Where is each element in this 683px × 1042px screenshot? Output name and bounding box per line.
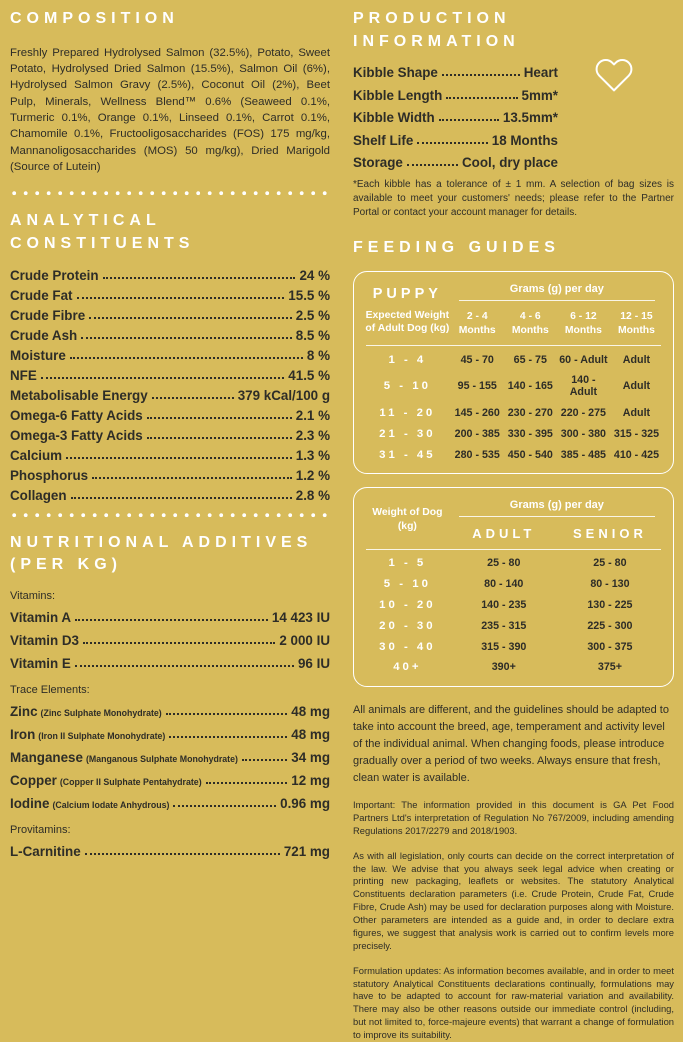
section-nutritional-additives [10,532,330,859]
note-paragraph: As with all legislation, only courts can decide on the correct interpretation of the law. We advise that you always seek legal advice when creating or printing new packaging, leaflets or websites. The statutory Analytical Constituents declaration parameters (i.e. Crude Protein, Crude Fat, Crude Fibre, Crude Ash) may be used for declaration purposes along with Moisture. Other parameters are intended as a guide and, in order to declare extra figures, we suggest that analysis work is carried out to confirm levels more precisely. [353,849,674,951]
leader-row [353,65,558,80]
leader-row [10,796,330,811]
row-value: Heart [523,65,558,81]
table-row [364,444,663,465]
heart-outline-icon [592,55,636,100]
row-label-text: Crude Fat [10,287,73,303]
weight-cell: 31 - 45 [379,448,436,461]
production-title [353,8,674,53]
row-label-text: Vitamin E [10,655,71,671]
row-value: 8.5 % [295,327,330,343]
row-value: 12 mg [291,772,330,788]
dot-leader [169,736,287,738]
value-cell: 200 - 385 [454,427,500,440]
column-header: 2 - 4 Months [458,311,496,336]
value-cell: 95 - 155 [457,380,497,393]
puppy-table-header-left [364,282,451,337]
feeding-guides-title: FEEDING GUIDES [353,239,560,257]
weight-cell: 11 - 20 [379,407,436,420]
row-label-text: Vitamin D3 [10,632,79,648]
leader-row [10,388,330,403]
row-label [10,428,143,443]
row-label [353,65,438,80]
column-header: 6 - 12 Months [564,311,602,336]
leader-row [10,268,330,283]
row-label [10,656,71,671]
row-label-text: Kibble Width [353,110,435,126]
dot-leader [77,297,285,299]
row-value: 8 % [306,347,330,363]
dot-leader [439,119,499,121]
section-analytical-constituents [10,210,330,502]
row-label [10,844,81,859]
row-label [10,704,162,719]
production-footnote: *Each kibble has a tolerance of ± 1 mm. A selection of bag sizes is available to meet your customers' needs; please refer to the Partner Portal or contact your account manager for details. [353,179,674,219]
table-row [364,615,663,636]
row-label-text: L-Carnitine [10,843,81,859]
weight-cell: 5 - 10 [383,380,431,393]
dotted-divider [12,513,328,518]
dot-leader [147,437,292,439]
row-label-text: NFE [10,367,37,383]
dot-leader [103,277,296,279]
table-row [364,424,663,445]
row-value: 1.2 % [295,467,330,483]
dot-leader [75,619,268,621]
row-value: 34 mg [291,749,330,765]
puppy-weight-header: Expected Weight of Adult Dog (kg) [365,309,450,335]
value-cell: 300 - 375 [587,640,633,653]
leader-row [10,348,330,363]
value-cell: Adult [622,353,651,366]
weight-cell: 21 - 30 [379,427,436,440]
row-label-text: Shelf Life [353,132,414,148]
row-value: 13.5mm* [502,110,558,126]
adult-weight-header: Weight of Dog (kg) [372,507,443,532]
puppy-table-title: PUPPY [372,285,442,302]
value-cell: 65 - 75 [513,353,547,366]
additives-group-rows [10,844,330,859]
row-label [10,368,37,383]
puppy-month-columns [451,310,663,337]
dotted-divider [12,191,328,196]
leader-row [10,773,330,788]
row-label-text: Crude Ash [10,327,78,343]
table-row [364,574,663,595]
dot-leader [75,665,294,667]
row-value: 96 IU [297,655,330,671]
row-value: 48 mg [291,726,330,742]
row-label-text: Copper [10,772,57,788]
row-value: 2 000 IU [279,632,330,648]
value-cell: 315 - 390 [481,640,527,653]
puppy-feeding-table [353,271,674,474]
value-cell: 300 - 380 [560,427,606,440]
dot-leader [442,74,520,76]
dot-leader [446,97,517,99]
row-label-text: Phosphorus [10,467,89,483]
analytical-rows [10,268,330,503]
value-cell: 80 - 130 [590,578,630,591]
row-label [10,308,85,323]
composition-body: Freshly Prepared Hydrolysed Salmon (32.5%), Potato, Sweet Potato, Hydrolysed Dried Salmon (15.5%), Salmon Oil (6%), Hydrolysed Salmon Gravy (2.5%), Coconut Oil (2%), Beet Pulp, Minerals, Wellness Blend™ 0.6% (Seaweed 0.1%, Turmeric 0.1%, Orange 0.1%, Linseed 0.1%, Carrot 0.1%, Chamomile 0.1%, Fructooligosaccharides (FOS) 175 mg/kg, Mannanoligosaccharides (MOS) 50 mg/kg), Dried Marigold (Source of Lutein) [10,46,330,173]
table-row [364,553,663,574]
leader-row [10,328,330,343]
leader-row [10,610,330,625]
production-title-line2: INFORMATION [353,32,520,50]
leader-row [353,88,558,103]
dot-leader [71,497,292,499]
row-label [10,488,67,503]
row-value: 24 % [299,267,330,283]
row-label [353,133,413,148]
row-value: 14 423 IU [271,609,330,625]
dot-leader [41,377,285,379]
additives-group-rows [10,704,330,811]
weight-cell: 1 - 4 [388,353,427,366]
puppy-table-body [364,349,663,465]
row-label-note: (Manganous Sulphate Monohydrate) [85,753,238,764]
leader-row [353,133,558,148]
row-label-text: Omega-3 Fatty Acids [10,427,143,443]
leader-row [10,656,330,671]
leader-row [10,750,330,765]
value-cell: 280 - 535 [454,448,500,461]
table-row [364,370,663,403]
row-value: 1.3 % [295,447,330,463]
row-label-text: Kibble Shape [353,65,438,81]
value-cell: 225 - 300 [587,619,633,632]
value-cell: 390+ [491,661,516,674]
row-label [10,633,79,648]
row-label [10,288,73,303]
right-column [353,8,674,1042]
analytical-title [10,210,330,255]
value-cell: 140 - 235 [481,599,527,612]
row-label-text: Calcium [10,447,63,463]
row-label [10,468,88,483]
note-paragraph: Important: The information provided in this document is GA Pet Food Partners Ltd's interpretation of Regulation No 767/2009, including amending Regulations 2017/2279 and 2018/1903. [353,799,674,836]
row-value: 15.5 % [288,287,330,303]
row-label [10,727,165,742]
column-header: SENIOR [573,526,647,542]
row-label-text: Omega-6 Fatty Acids [10,407,143,423]
feeding-guides-notes [353,702,674,1042]
table-row [364,636,663,657]
dot-leader [152,397,234,399]
dot-leader [85,853,280,855]
weight-cell: 5 - 10 [383,578,431,591]
row-label-text: Collagen [10,487,67,503]
dot-leader [166,713,288,715]
row-label-text: Manganese [10,749,83,765]
composition-title: COMPOSITION [10,10,179,27]
row-value: 721 mg [283,843,330,859]
row-value: 48 mg [291,703,330,719]
table-row [364,403,663,424]
row-label-text: Metabolisable Energy [10,387,148,403]
additives-group-heading: Provitamins: [10,823,71,836]
additives-title-line2: (PER KG) [10,556,122,574]
note-paragraph: Formulation updates: As information becomes available, and in order to meet statutory Analytical Constituents declarations continually, formulations may have to be adapted to account for raw-material variation and availability. There may also be other reasons outside our immediate control (including, but not limited to, force-majeure events) that warrant a change of formulation to improve its suitability. [353,964,674,1041]
row-value: Cool, dry place [462,155,558,171]
leader-row [353,110,558,125]
value-cell: 230 - 270 [507,407,553,420]
dot-leader [70,357,303,359]
left-column [10,8,330,1042]
leader-row [10,468,330,483]
leader-row [10,408,330,423]
table-row [364,349,663,370]
dot-leader [173,805,276,807]
row-value: 18 Months [491,132,558,148]
additives-group-heading: Vitamins: [10,589,56,602]
value-cell: 220 - 275 [560,407,606,420]
row-label [10,773,202,788]
row-label-text: Zinc [10,703,38,719]
leader-row [10,288,330,303]
value-cell: 140 - Adult [569,374,598,399]
section-production-information [353,8,674,220]
row-value: 5mm* [521,87,558,103]
leader-row [10,368,330,383]
value-cell: 145 - 260 [454,407,500,420]
row-label-text: Moisture [10,347,66,363]
additives-group-heading: Trace Elements: [10,683,90,696]
additives-groups [10,590,330,859]
leader-row [10,488,330,503]
row-label [10,408,143,423]
row-label [10,750,238,765]
puppy-table-header-right [451,282,663,337]
row-value: 2.1 % [295,407,330,423]
row-value: 2.5 % [295,307,330,323]
adult-senior-columns [451,526,663,541]
weight-cell: 20 - 30 [379,619,436,632]
row-value: 379 kCal/100 g [237,387,330,403]
dot-leader [206,782,288,784]
value-cell: 410 - 425 [613,448,660,461]
table-separator [366,345,661,346]
leader-row [353,155,558,170]
row-label-text: Crude Fibre [10,307,86,323]
row-label [10,348,66,363]
weight-cell: 1 - 5 [388,557,427,570]
value-cell: 80 - 140 [484,578,524,591]
section-composition [10,8,330,175]
note-paragraph: All animals are different, and the guidelines should be adapted to take into account the breed, age, temperament and activity level of the individual animal. When changing foods, please introduce gradually over a period of two weeks. Always ensure that fresh, clean water is available. [353,703,669,784]
adult-table-header [364,498,663,541]
table-row [364,657,663,678]
puppy-grams-header: Grams (g) per day [459,283,655,301]
value-cell: 140 - 165 [507,380,553,393]
dot-leader [89,317,292,319]
value-cell: 60 - Adult [559,353,608,366]
row-label-text: Kibble Length [353,87,443,103]
column-header: 4 - 6 Months [511,311,549,336]
row-label [353,110,435,125]
value-cell: 375+ [597,661,622,674]
leader-row [10,633,330,648]
row-label [10,328,77,343]
value-cell: Adult [622,407,651,420]
row-label-note: (Calcium Iodate Anhydrous) [52,799,170,810]
row-label [10,448,62,463]
dot-leader [92,477,292,479]
value-cell: 450 - 540 [507,448,553,461]
additives-title [10,532,330,577]
weight-cell: 10 - 20 [379,599,436,612]
row-label-note: (Copper II Sulphate Pentahydrate) [59,776,202,787]
column-header: 12 - 15 Months [617,311,655,336]
table-separator [366,549,661,550]
analytical-title-line2: CONSTITUENTS [10,234,195,252]
weight-cell: 30 - 40 [379,640,436,653]
dot-leader [147,417,292,419]
value-cell: 315 - 325 [613,427,660,440]
dot-leader [242,759,287,761]
table-row [364,595,663,616]
row-value: 41.5 % [288,367,330,383]
production-title-line1: PRODUCTION [353,10,511,27]
leader-row [10,844,330,859]
analytical-title-line1: ANALYTICAL [10,212,161,230]
adult-table-header-right [451,498,663,541]
dot-leader [81,337,292,339]
row-label-text: Iodine [10,795,50,811]
adult-grams-header: Grams (g) per day [459,499,655,517]
value-cell: 130 - 225 [587,599,633,612]
leader-row [10,308,330,323]
adult-table-body [364,553,663,678]
additives-title-line1: NUTRITIONAL ADDITIVES [10,533,313,551]
value-cell: Adult [622,380,651,393]
row-value: 2.3 % [295,427,330,443]
adult-table-header-left [364,498,451,541]
row-label-text: Crude Protein [10,267,99,283]
row-label-text: Iron [10,726,36,742]
dot-leader [83,642,275,644]
value-cell: 45 - 70 [460,353,494,366]
row-label [10,268,99,283]
production-rows [353,65,558,170]
row-label [353,88,442,103]
row-label [353,155,403,170]
leader-row [10,428,330,443]
puppy-table-header [364,282,663,337]
value-cell: 25 - 80 [593,557,627,570]
leader-row [10,448,330,463]
row-label-note: (Zinc Sulphate Monohydrate) [40,707,162,718]
row-label-text: Vitamin A [10,609,72,625]
row-label-note: (Iron II Sulphate Monohydrate) [38,730,166,741]
value-cell: 385 - 485 [560,448,606,461]
column-header: ADULT [472,526,536,542]
row-value: 2.8 % [295,487,330,503]
dot-leader [66,457,292,459]
row-label [10,796,169,811]
row-value: 0.96 mg [280,795,330,811]
value-cell: 235 - 315 [481,619,527,632]
value-cell: 330 - 395 [507,427,553,440]
value-cell: 25 - 80 [487,557,521,570]
row-label [10,610,71,625]
row-label-text: Storage [353,155,403,171]
additives-group-rows [10,610,330,671]
dot-leader [407,164,458,166]
dot-leader [417,142,488,144]
row-label [10,388,148,403]
leader-row [10,727,330,742]
weight-cell: 40+ [393,661,422,674]
leader-row [10,704,330,719]
section-feeding-guides [353,237,674,1041]
adult-senior-feeding-table [353,487,674,687]
